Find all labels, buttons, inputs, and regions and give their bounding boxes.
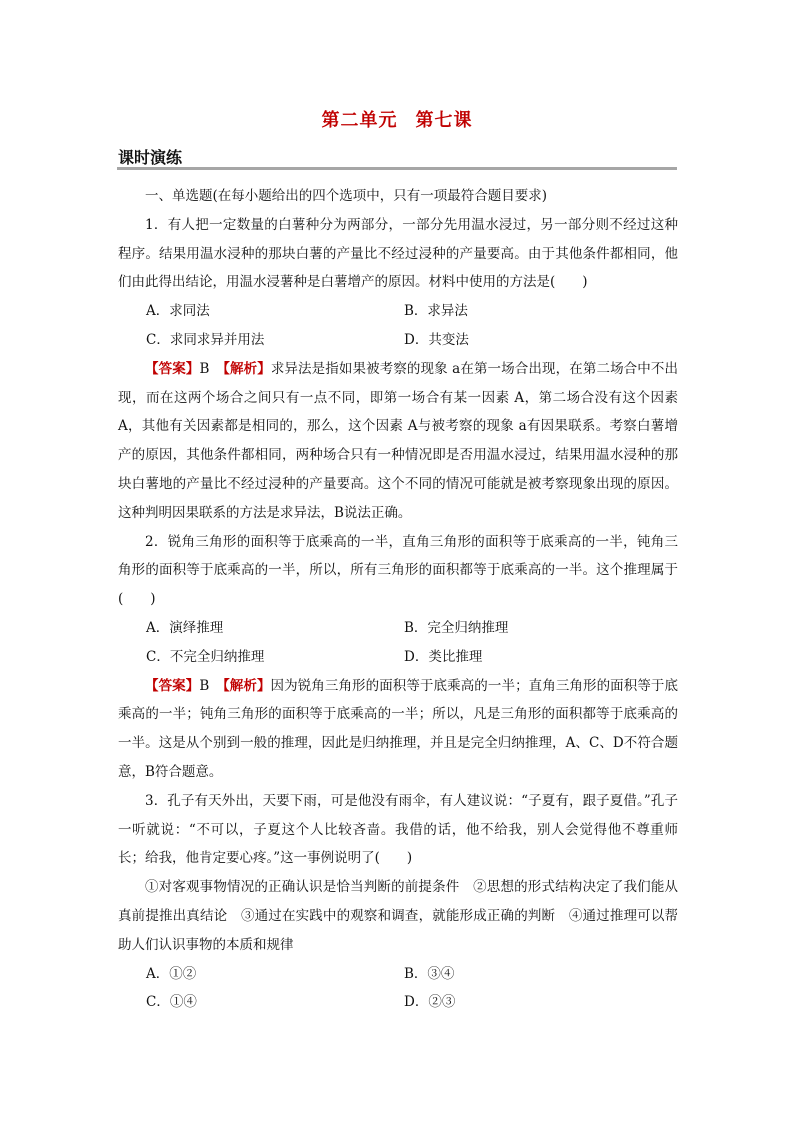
- question-2-option-a: A．演绎推理: [146, 619, 224, 636]
- question-2-options-row-2: [118, 643, 678, 672]
- question-1-analysis: 求异法是指如果被考察的现象 a在第一场合出现，在第二场合中不出现，而在这两个场合之间只有一点不同，即第一场合有某一因素 A，第二场合没有这个因素 A，其他有关因素都是相同的，那么，这个因素 A与被考察的现象 a有因果联系。考察白薯增产的原因，其他条件都相同，两种场合只有一种情况即是否用温水浸过，结果用温水浸种的那块白薯地的产量比不经过浸种的产量要高。这个不同的情况可能就是被考察现象出现的原因。这种判明因果联系的方法是求异法，B说法正确。: [118, 360, 679, 521]
- title-lesson: 第七课: [415, 110, 473, 131]
- question-1-options-row-1: [118, 297, 678, 326]
- question-2-analysis: 因为锐角三角形的面积等于底乘高的一半；直角三角形的面积等于底乘高的一半；钝角三角形的面积等于底乘高的一半；所以，凡是三角形的面积都等于底乘高的一半。这是从个别到一般的推理，因此是归纳推理，并且是完全归纳推理，A、C、D不符合题意，B符合题意。: [118, 677, 679, 780]
- question-2-answer: B: [199, 677, 210, 694]
- section-divider: [117, 167, 677, 170]
- question-3-statements: ①对客观事物情况的正确认识是恰当判断的前提条件 ②思想的形式结构决定了我们能从真前提推出真结论 ③通过在实践中的观察和调查，就能形成正确的判断 ④通过推理可以帮助人们认识事物的本质和规律: [118, 879, 678, 953]
- question-2-option-c: C．不完全归纳推理: [146, 648, 265, 665]
- answer-tag: 【答案】: [145, 677, 200, 694]
- question-1-option-d: D．共变法: [404, 331, 469, 348]
- question-3-option-a: A．①②: [146, 965, 197, 982]
- question-3-stem: 3．孔子有天外出，天要下雨，可是他没有雨伞，有人建议说：“子夏有，跟子夏借。”孔子一听就说：“不可以，子夏这个人比较吝啬。我借的话，他不给我，别人会觉得他不尊重师长；给我，他肯定要心疼。”这一事例说明了( ): [118, 792, 678, 867]
- question-1-stem: 1．有人把一定数量的白薯种分为两部分，一部分先用温水浸过，另一部分则不经过这种程序。结果用温水浸种的那块白薯的产量比不经过浸种的产量要高。由于其他条件都相同，他们由此得出结论，用温水浸薯种是白薯增产的原因。材料中使用的方法是( ): [118, 216, 678, 291]
- question-3-option-c: C．①④: [146, 994, 197, 1011]
- answer-tag: 【答案】: [145, 360, 200, 377]
- analysis-tag: 【解析】: [223, 360, 271, 377]
- question-2-option-d: D．类比推理: [404, 648, 483, 665]
- question-1-option-a: A．求同法: [146, 303, 210, 320]
- question-1-option-b: B．求异法: [404, 303, 468, 320]
- title-unit: 第二单元: [321, 110, 398, 131]
- question-3-options-row-2: [118, 988, 678, 1017]
- section-heading: 课时演练: [118, 148, 183, 167]
- question-3-option-d: D．②③: [404, 994, 456, 1011]
- exercise-content: [118, 182, 678, 1017]
- question-1-options-row-2: [118, 326, 678, 355]
- question-1-solution: [118, 355, 678, 528]
- question-3-option-b: B．③④: [404, 965, 455, 982]
- question-2-options-row-1: [118, 614, 678, 643]
- question-3-options-row-1: [118, 960, 678, 989]
- question-1-option-c: C．求同求异并用法: [146, 331, 265, 348]
- page-title: [0, 106, 794, 132]
- question-2-option-b: B．完全归纳推理: [404, 619, 509, 636]
- question-2-solution: [118, 672, 678, 787]
- question-1-answer: B: [199, 360, 210, 377]
- question-2-stem: 2．锐角三角形的面积等于底乘高的一半，直角三角形的面积等于底乘高的一半，钝角三角形的面积等于底乘高的一半，所以，所有三角形的面积都等于底乘高的一半。这个推理属于( ): [118, 533, 678, 608]
- analysis-tag: 【解析】: [222, 677, 271, 694]
- question-type-intro: 一、单选题(在每小题给出的四个选项中，只有一项最符合题目要求): [145, 188, 548, 204]
